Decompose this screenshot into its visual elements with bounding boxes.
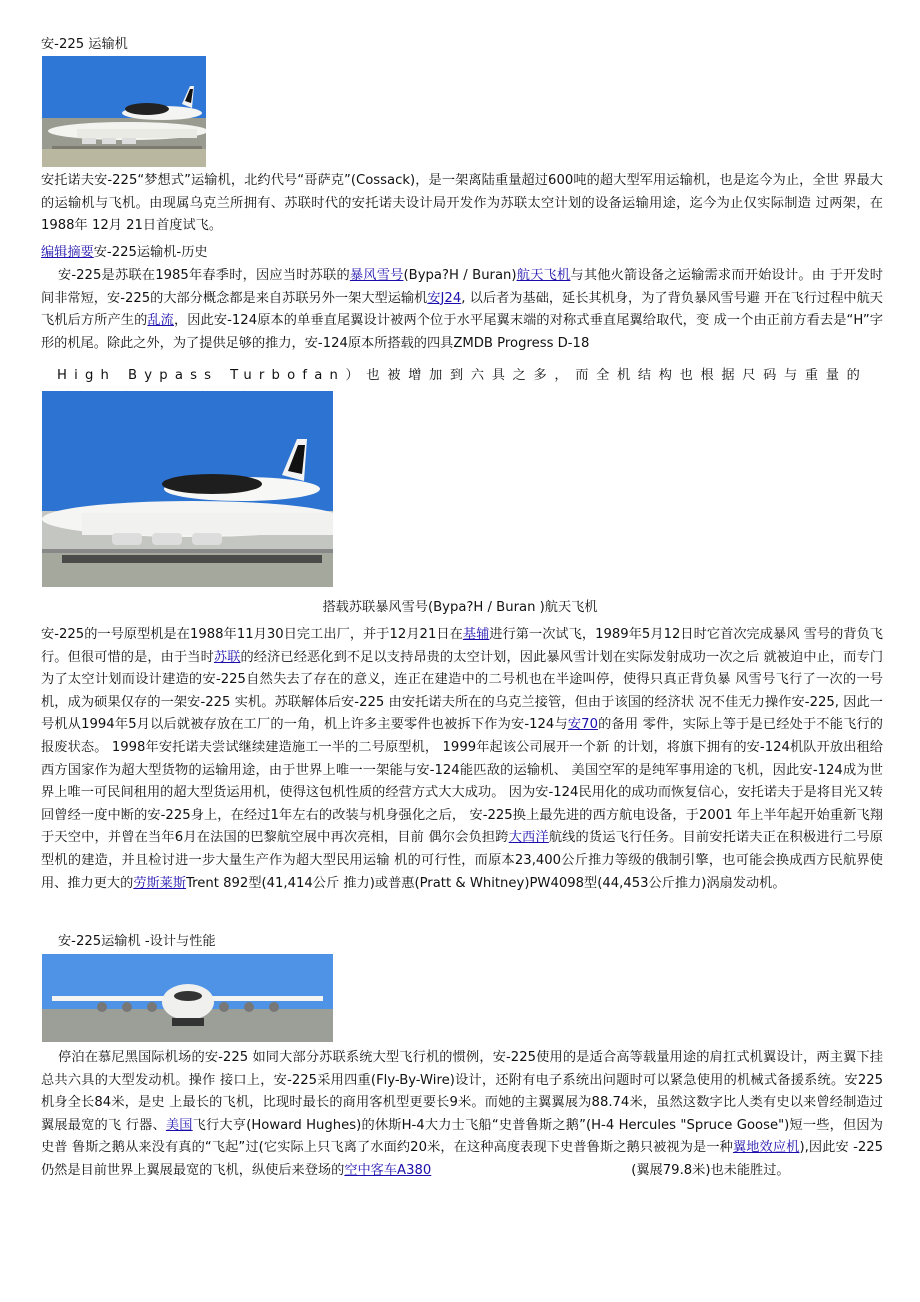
link-an70[interactable]: 安70 <box>567 717 598 733</box>
link-buran[interactable]: 暴风雪号 <box>349 268 404 283</box>
text: , 以后者为基础，延长其机身，为了背负暴风雪号避 开在飞行过程中航天飞机后方所产生的 <box>41 290 883 329</box>
link-atlantic[interactable]: 大西洋 <box>508 830 549 846</box>
history-paragraph <box>41 265 883 355</box>
text: 飞行大亨(Howard Hughes)的休斯H-4大力士飞船“史普鲁斯之鹅”(H-4 Hercules "Spruce Goose")短一些，但因为史普 鲁斯之鹅从来没有真的“飞起”过(它实际上只飞离了水面约20米，在这种高度表现下史普鲁斯之鹅只被视为是一种 <box>41 1117 883 1156</box>
link-kiev[interactable]: 基辅 <box>462 627 490 642</box>
design-heading: 安-225运输机 -设计与性能 <box>58 934 216 949</box>
link-an124[interactable]: 安J24 <box>427 290 462 306</box>
photo-an225-front <box>42 954 333 1042</box>
link-turbulence[interactable]: 乱流 <box>147 313 174 329</box>
text: 与其他火箭设备之运输需求而开始设计。由 于开发时间非常短，安-225的大部分概念都是来自苏联另外一架大型运输机 <box>41 268 883 306</box>
text: (翼展79.8米)也未能胜过。 <box>631 1162 790 1178</box>
photo-an225-buran-large <box>42 391 333 587</box>
photo-an225-buran-small <box>42 56 206 167</box>
text: Trent 892型(41,414公斤 推力)或普惠(Pratt & Whitney)PW4098型(44,453公斤推力)涡扇发动机。 <box>186 875 786 891</box>
link-usa[interactable]: 美国 <box>165 1117 193 1133</box>
link-airbus-a380[interactable]: 空中客车A380 <box>344 1162 432 1178</box>
edit-summary-link[interactable]: 编辑摘要 <box>41 245 94 260</box>
text: (Bypa?H / Buran) <box>403 268 517 283</box>
history-heading-text: 安-225运输机-历史 <box>93 245 208 260</box>
history-heading <box>41 242 883 265</box>
text: High Bypass Turbofan）也被增加到六具之多，而全机结构也根据尺码与重量的 <box>57 368 867 383</box>
text: ，因此安-124原本的单垂直尾翼设计被两个位于水平尾翼末端的对称式垂直尾翼给取代，变 成一个由正前方看去是“H”字形的机尾。除此之外，为了提供足够的推力，安-124原本所搭载的四具ZMDB Progress D-18 <box>41 313 883 351</box>
page-title: 安-225 运输机 <box>41 37 128 52</box>
design-paragraph <box>41 1047 883 1183</box>
link-space-shuttle[interactable]: 航天飞机 <box>516 268 571 283</box>
text: 安-225是苏联在1985年春季时，因应当时苏联的 <box>58 268 350 283</box>
link-rolls-royce[interactable]: 劳斯莱斯 <box>133 875 187 891</box>
text: 安-225的一号原型机是在1988年11月30日完工出厂，并于12月21日在 <box>41 627 463 642</box>
intro-paragraph <box>41 170 883 238</box>
intro-text: 安托诺夫安-225“梦想式”运输机，北约代号“哥萨克”(Cossack)，是一架离陆重量超过600吨的超大型军用运输机，也是迄今为止，全世 界最大的运输机与飞机。由现属乌克兰所拥有、苏联时代的安托诺夫设计局开发作为苏联太空计划的设备运输用途，迄今为止仅实际制造 过两架，在1988年 12月 21日首度试飞。 <box>41 173 883 234</box>
text: 的备用 零件，实际上等于是已经处于不能飞行的报废状态。 1998年安托诺夫尝试继续建造施工一半的二号原型机， 1999年起该公司展开一个新 的计划，将旗下拥有的安-124机队开放出租给西方国家作为超大型货物的运输用途，由于世界上唯一一架能与安-124能匹敌的运输机、 美国空军的是纯军事用途的飞机，因此安-124成为世界上唯一可民间租用的超大型货运用机，使得这包机性质的经营方式大大成功。 因为安-124民用化的成功而恢复信心，安托诺夫于是将目光又转回曾经一度中断的安-225身上，在经过1年左右的改装与机身强化之后， 安-225换上最先进的西方航电设备，于2001 年上半年起开始重新飞翔于天空中，并曾在当年6月在法国的巴黎航空展中再次亮相，目前 偶尔会负担跨 <box>41 717 883 846</box>
prototype-paragraph <box>41 624 883 895</box>
text: 停泊在慕尼黑国际机场的安-225 如同大部分苏联系统大型飞行机的惯例，安-225使用的是适合高等载量用途的肩扛式机翼设计，两主翼下挂总共六具的大型发动机。操作 接口上，安-225采用四重(Fly-By-Wire)设计，还附有电子系统出问题时可以紧急使用的机械式备援系统。安225机身全长84米，是史 上最长的飞机，比现时最长的商用客机型更要长9米。而她的主翼翼展为88.74米，虽然这数字比人类有史以来曾经制造过翼展最宽的飞 行器、 <box>41 1050 883 1133</box>
link-soviet-union[interactable]: 苏联 <box>213 649 241 665</box>
text: 进行第一次试飞，1989年5月12日时它首次完成暴风 雪号的背负飞行。但很可惜的是，由于当时 <box>41 627 883 665</box>
text: ),因此安 -225仍然是目前世界上翼展最宽的飞机，纵使后来登场的 <box>41 1140 884 1178</box>
link-ekranoplan[interactable]: 翼地效应机 <box>732 1140 800 1156</box>
text: 航线的货运飞行任务。目前安托诺夫正在积极进行二号原型机的建造，并且检讨进一步大量生产作为超大型民用运输 机的可行性，而原本23,400公斤推力等级的俄制引擎，也可能会换成西方民航界使用、推力更大的 <box>41 830 883 891</box>
photo-caption: 搭载苏联暴风雪号(Bypa?H / Buran )航天飞机 <box>322 600 598 615</box>
text: 的经济已经恶化到不足以支持昂贵的太空计划，因此暴风雪计划在实际发射成功一次之后 就被迫中止，而专门为了太空计划而设计建造的安-225自然失去了存在的意义，连正在建造中的二号机也在半途叫停，使得只真正背负暴 风雪号飞行了一次的一号机，成为硕果仅存的一架安-225 实机。苏联解体后安-225 由安托诺夫所在的乌克兰接管，但由于该国的经济状 况不佳无力操作安-225, 因此一号机从1994年5月以后就被存放在工厂的一角，机上许多主要零件也被拆下作为安-124与 <box>41 649 884 733</box>
